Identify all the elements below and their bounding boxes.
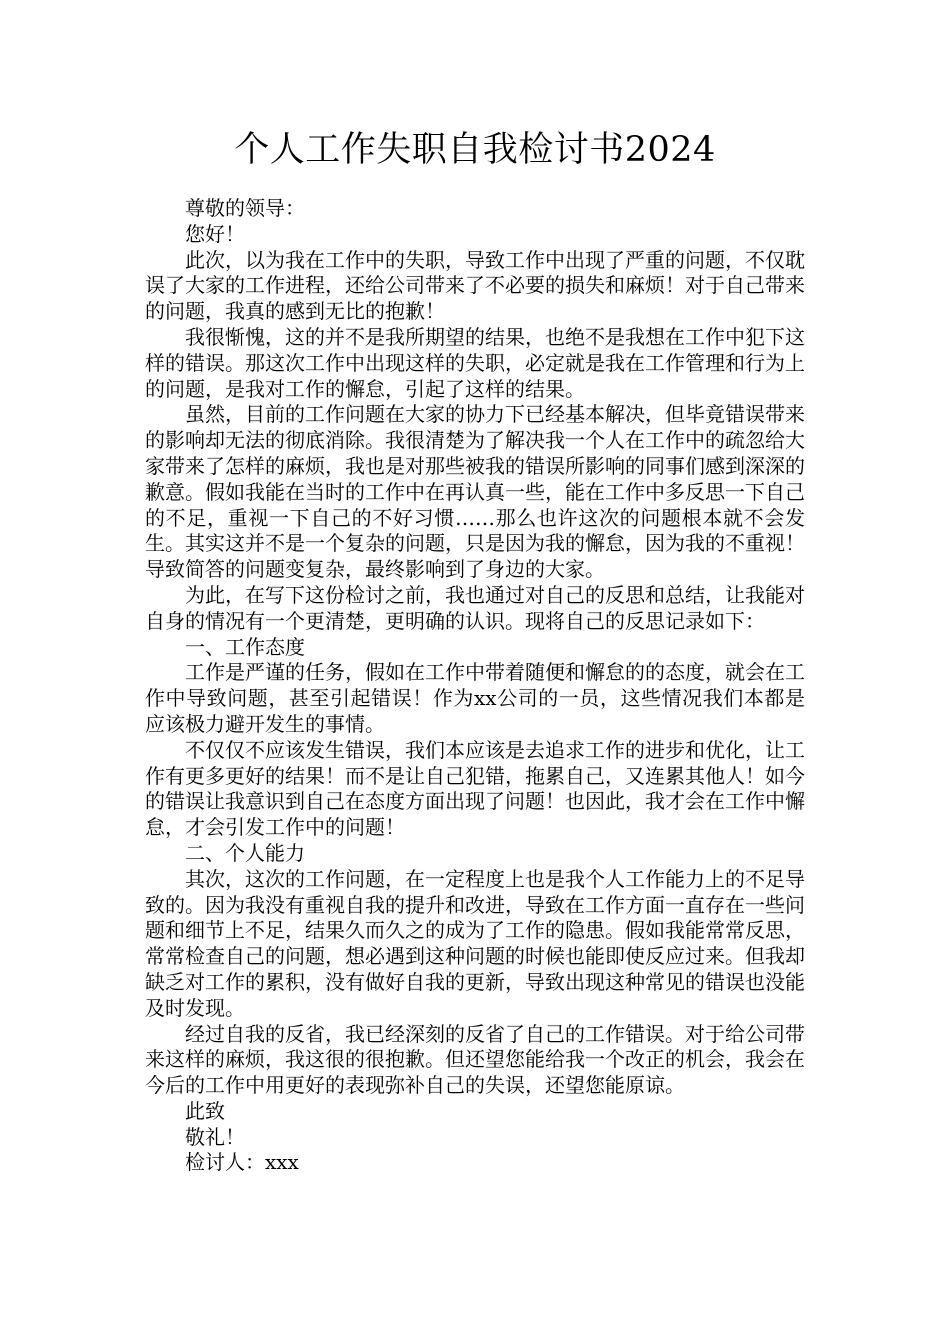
paragraph-regret: 我很惭愧，这的并不是我所期望的结果，也绝不是我想在工作中犯下这样的错误。那这次工作中出现这样的失职，必定就是我在工作管理和行为上的问题，是我对工作的懈怠，引起了这样的结果。 bbox=[145, 324, 805, 401]
regards-phrase: 敬礼！ bbox=[185, 1124, 245, 1149]
signature: 检讨人：xxx bbox=[185, 1150, 299, 1175]
paragraph-attitude-2: 不仅仅不应该发生错误，我们本应该是去追求工作的进步和优化，让工作有更多更好的结果！而不是让自己犯错，拖累自己，又连累其他人！如今的错误让我意识到自己在态度方面出现了问题！也因此，我才会在工作中懈怠，才会引发工作中的问题！ bbox=[145, 737, 805, 840]
salutation: 尊敬的领导： bbox=[185, 196, 305, 220]
document-body bbox=[145, 196, 805, 1176]
closing-phrase: 此致 bbox=[185, 1098, 225, 1123]
paragraph-impact: 虽然，目前的工作问题在大家的协力下已经基本解决，但毕竟错误带来的影响却无法的彻底消除。我很清楚为了解决我一个人在工作中的疏忽给大家带来了怎样的麻烦，我也是对那些被我的错误所影响的同事们感到深深的歉意。假如我能在当时的工作中在再认真一些，能在工作中多反思一下自己的不足，重视一下自己的不好习惯……那么也许这次的问题根本就不会发生。其实这并不是一个复杂的问题，只是因为我的懈怠，因为我的不重视！导致简答的问题变复杂，最终影响到了身边的大家。 bbox=[145, 402, 805, 582]
paragraph-intro: 此次，以为我在工作中的失职，导致工作中出现了严重的问题，不仅耽误了大家的工作进程，还给公司带来了不必要的损失和麻烦！对于自己带来的问题，我真的感到无比的抱歉！ bbox=[145, 247, 805, 324]
section-heading-ability: 二、个人能力 bbox=[185, 840, 305, 865]
paragraph-reflection: 为此，在写下这份检讨之前，我也通过对自己的反思和总结，让我能对自身的情况有一个更清楚，更明确的认识。现将自己的反思记录如下： bbox=[145, 582, 805, 633]
section-heading-attitude: 一、工作态度 bbox=[185, 634, 305, 659]
paragraph-ability-1: 其次，这次的工作问题，在一定程度上也是我个人工作能力上的不足导致的。因为我没有重视自我的提升和改进，导致在工作方面一直存在一些问题和细节上不足，结果久而久之的成为了工作的隐患。假如我能常常反思，常常检查自己的问题，想必遇到这种问题的时候也能即使反应过来。但我却缺乏对工作的累积，没有做好自我的更新，导致出现这种常见的错误也没能及时发现。 bbox=[145, 866, 805, 1020]
paragraph-attitude-1: 工作是严谨的任务，假如在工作中带着随便和懈怠的的态度，就会在工作中导致问题，甚至引起错误！作为xx公司的一员，这些情况我们本都是应该极力避开发生的事情。 bbox=[145, 660, 805, 736]
paragraph-ability-2: 经过自我的反省，我已经深刻的反省了自己的工作错误。对于给公司带来这样的麻烦，我这很的很抱歉。但还望您能给我一个改正的机会，我会在今后的工作中用更好的表现弥补自己的失误，还望您能原谅。 bbox=[145, 1021, 805, 1098]
document-title: 个人工作失职自我检讨书2024 bbox=[234, 130, 716, 170]
greeting: 您好！ bbox=[185, 221, 245, 246]
